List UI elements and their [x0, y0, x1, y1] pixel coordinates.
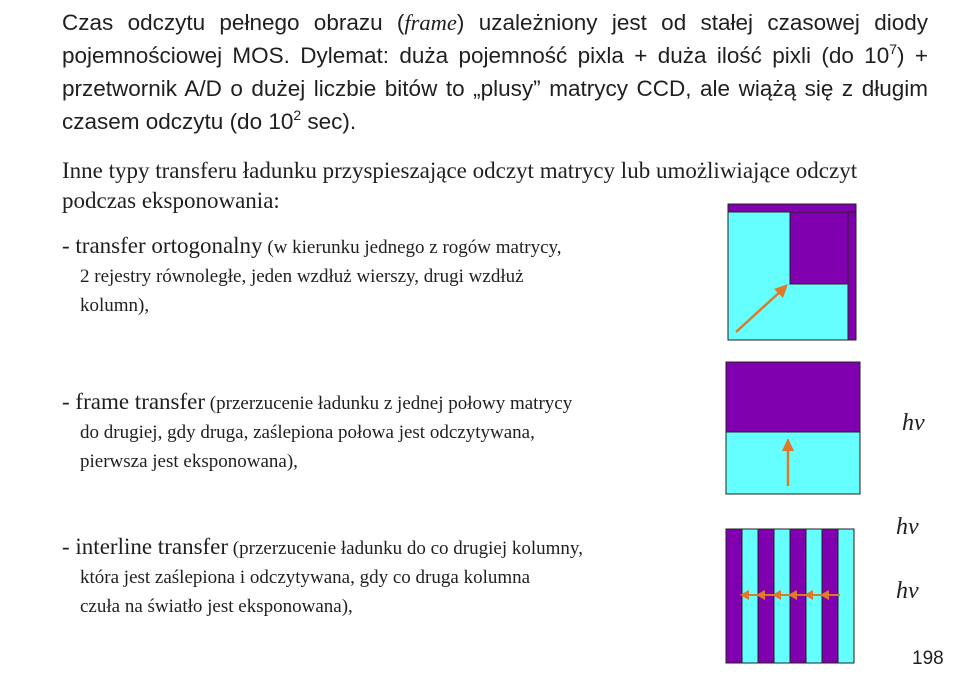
ortho-corner-block [790, 212, 848, 284]
frame-storage-half [726, 362, 860, 432]
page-number: 198 [912, 648, 944, 669]
interline-transfer-diagram [722, 525, 864, 667]
intro-exponent-1: 7 [889, 41, 898, 57]
ortho-row-register [728, 204, 856, 212]
hv-label-interline-2: hv [896, 578, 919, 604]
item-interline-line3: czuła na światło jest eksponowana), [80, 596, 353, 617]
transfer-types-intro: Inne typy transferu ładunku przyspieszające odczyt matrycy lub umożliwiające odczyt podczas eksponowania: [62, 158, 858, 213]
intro-text-2: ) uzależniony jest od stałej czasowej diody pojemnościowej MOS. Dylemat: duża pojemność pixla + duża ilość pixli (do 10 [62, 10, 928, 68]
intro-paragraph [62, 6, 928, 138]
intro-exponent-2: 2 [293, 107, 302, 123]
ortho-column-register [848, 212, 856, 340]
item-orthogonal-line2: 2 rejestry równoległe, jeden wzdłuż wierszy, drugi wzdłuż [80, 266, 524, 287]
item-frame-name: frame transfer [75, 389, 206, 414]
item-orthogonal-transfer [62, 231, 702, 320]
item-frame-transfer [62, 387, 712, 476]
item-frame-line2: do drugiej, gdy druga, zaślepiona połowa jest odczytywana, [80, 422, 535, 443]
intro-text-3: ) + przetwornik A/D o dużej liczbie bitów to „plusy” matrycy CCD, ale wiążą się z długim czasem odczytu (do 10 [62, 43, 928, 134]
item-interline-name: interline transfer [75, 534, 229, 559]
interline-col-8 [838, 529, 854, 663]
item-frame-lead: - frame transfer (przerzucenie ładunku z jednej połowy matrycy [62, 389, 573, 414]
item-interline-line2: która jest zaślepiona i odczytywana, gdy co druga kolumna [80, 567, 531, 588]
item-orthogonal-line3: kolumn), [80, 295, 150, 316]
interline-col-1 [726, 529, 742, 663]
item-orthogonal-name: transfer ortogonalny [75, 233, 263, 258]
intro-frame-word: frame [404, 10, 457, 35]
item-interline-transfer [62, 532, 712, 621]
intro-text-1: Czas odczytu pełnego obrazu ( [62, 10, 405, 35]
item-orthogonal-lead: - transfer ortogonalny (w kierunku jednego z rogów matrycy, [62, 233, 562, 258]
item-interline-lead: - interline transfer (przerzucenie ładunku do co drugiej kolumny, [62, 534, 583, 559]
hv-label-interline-1: hv [896, 514, 919, 540]
intro-text-4: sec). [301, 109, 357, 134]
orthogonal-transfer-diagram [722, 200, 862, 342]
frame-transfer-diagram [722, 356, 864, 498]
item-frame-line3: pierwsza jest eksponowana), [80, 451, 298, 472]
frame-image-half [726, 432, 860, 494]
hv-label-frame: hv [902, 410, 925, 436]
